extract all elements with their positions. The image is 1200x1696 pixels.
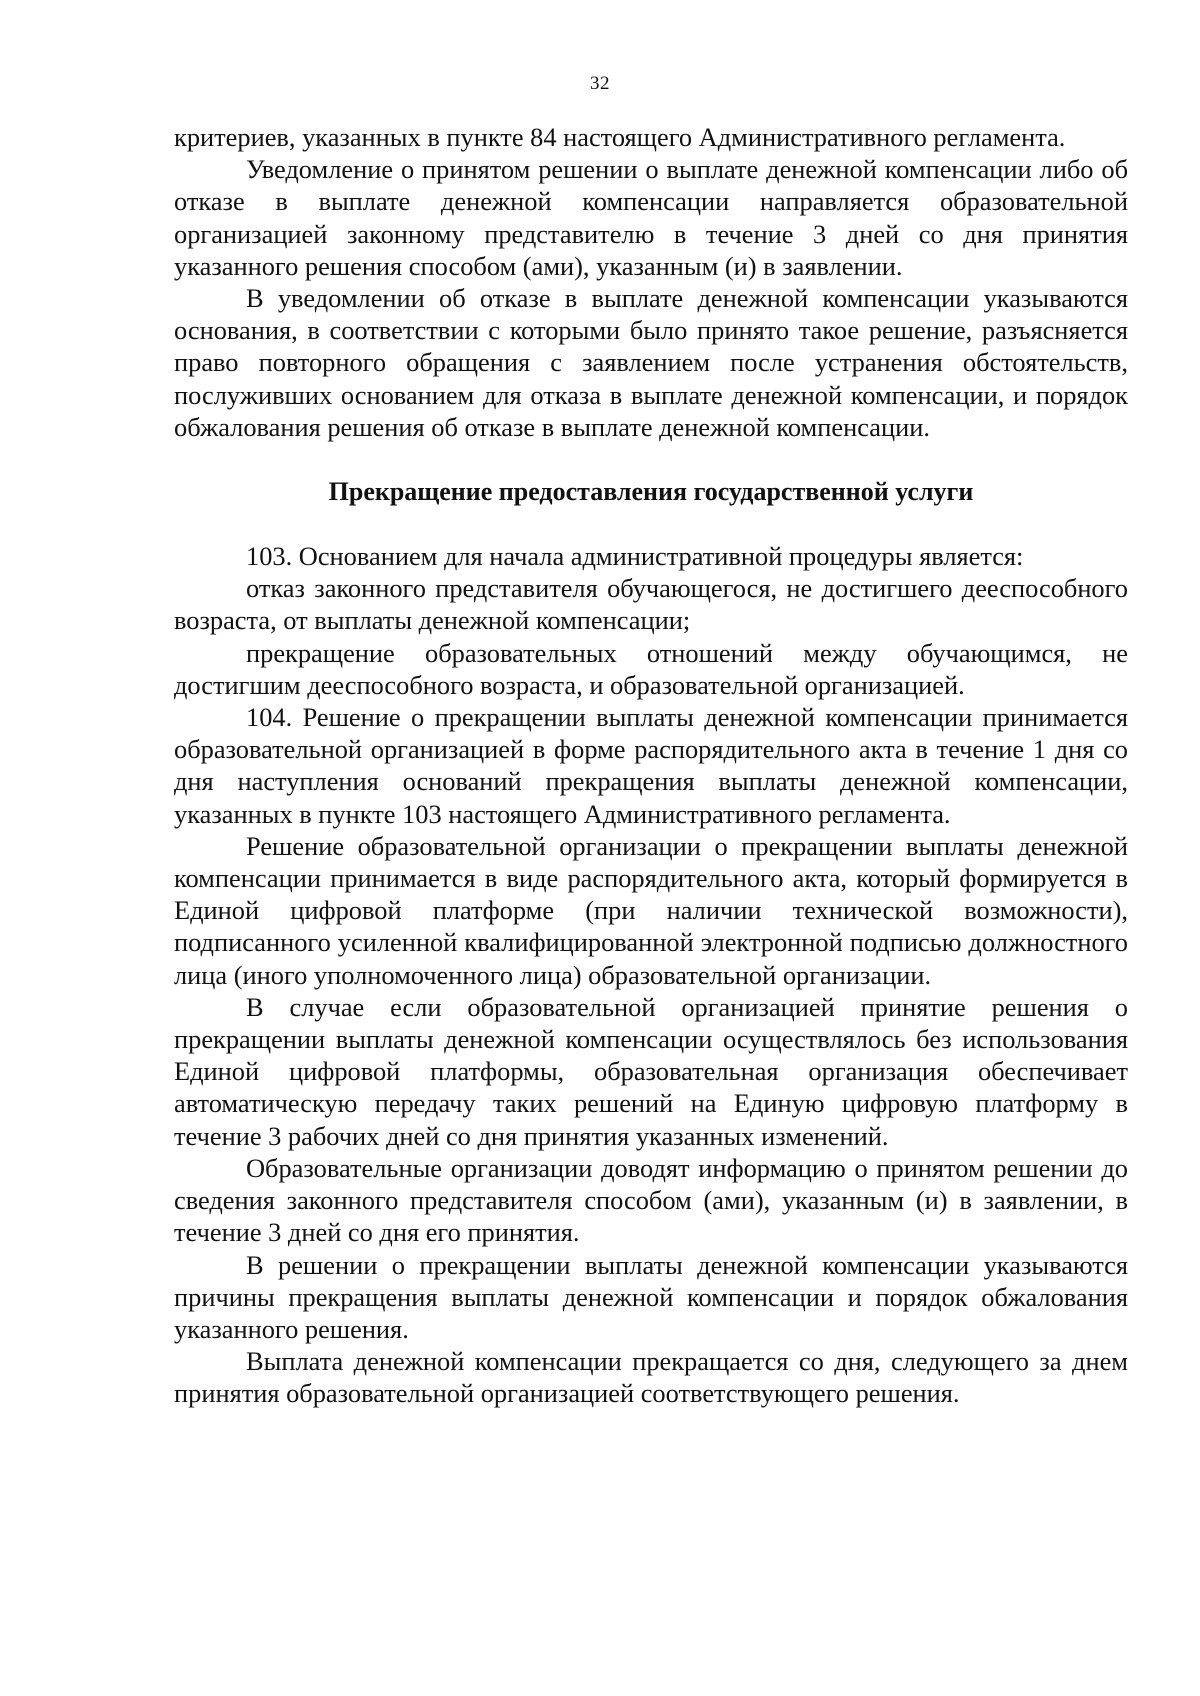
paragraph-payment-termination: Выплата денежной компенсации прекращается со дня, следующего за днем принятия образовательной организацией соответствующего решения. [174,1346,1128,1409]
paragraph-clause-103: 103. Основанием для начала административной процедуры является: [246,541,1024,572]
paragraph-notification: Уведомление о принятом решении о выплате денежной компенсации либо об отказе в выплате денежной компенсации направляется образовательной организацией законному представителю в течение 3 дней со дня принятия указанного решения способом (ами), указанным (и) в заявлении. [174,154,1128,281]
paragraph-continuation: критериев, указанных в пункте 84 настоящего Административного регламента. [174,122,1066,152]
paragraph-clause-104: 104. Решение о прекращении выплаты денежной компенсации принимается образовательной организацией в форме распорядительного акта в течение 1 дня со дня наступления оснований прекращения выплаты денежной компенсации, указанных в пункте 103 настоящего Административного регламента. [174,702,1128,829]
paragraph-clause-103-item-2: прекращение образовательных отношений между обучающимся, не достигшим дееспособного возраста, и образовательной организацией. [174,637,1128,700]
page-number: 32 [590,73,610,94]
paragraph-refusal-notice: В уведомлении об отказе в выплате денежной компенсации указываются основания, в соответствии с которыми было принято такое решение, разъясняется право повторного обращения с заявлением после устранения обстоятельств, послуживших основанием для отказа в выплате денежной компенсации, и порядок обжалования решения об отказе в выплате денежной компенсации. [174,283,1128,442]
paragraph-clause-103-item-1: отказ законного представителя обучающегося, не достигшего дееспособного возраста, от выплаты денежной компенсации; [174,573,1128,636]
paragraph-informing: Образовательные организации доводят информацию о принятом решении до сведения законного представителя способом (ами), указанным (и) в заявлении, в течение 3 дней со дня его принятия. [174,1152,1128,1248]
paragraph-automatic-transfer: В случае если образовательной организацией принятие решения о прекращении выплаты денежной компенсации осуществлялось без использования Единой цифровой платформы, образовательная организация обеспечивает автоматическую передачу таких решений на Единую цифровую платформу в течение 3 рабочих дней со дня принятия указанных изменений. [174,991,1128,1151]
paragraph-decision-content: В решении о прекращении выплаты денежной компенсации указываются причины прекращения выплаты денежной компенсации и порядок обжалования указанного решения. [174,1249,1128,1344]
paragraph-decision-form: Решение образовательной организации о прекращении выплаты денежной компенсации принимается в виде распорядительного акта, который формируется в Единой цифровой платформе (при наличии технической возможности), подписанного усиленной квалифицированной электронной подписью должностного лица (иного уполномоченного лица) образовательной организации. [174,830,1128,990]
section-heading: Прекращение предоставления государственной услуги [328,477,974,507]
document-body [174,121,1128,1410]
